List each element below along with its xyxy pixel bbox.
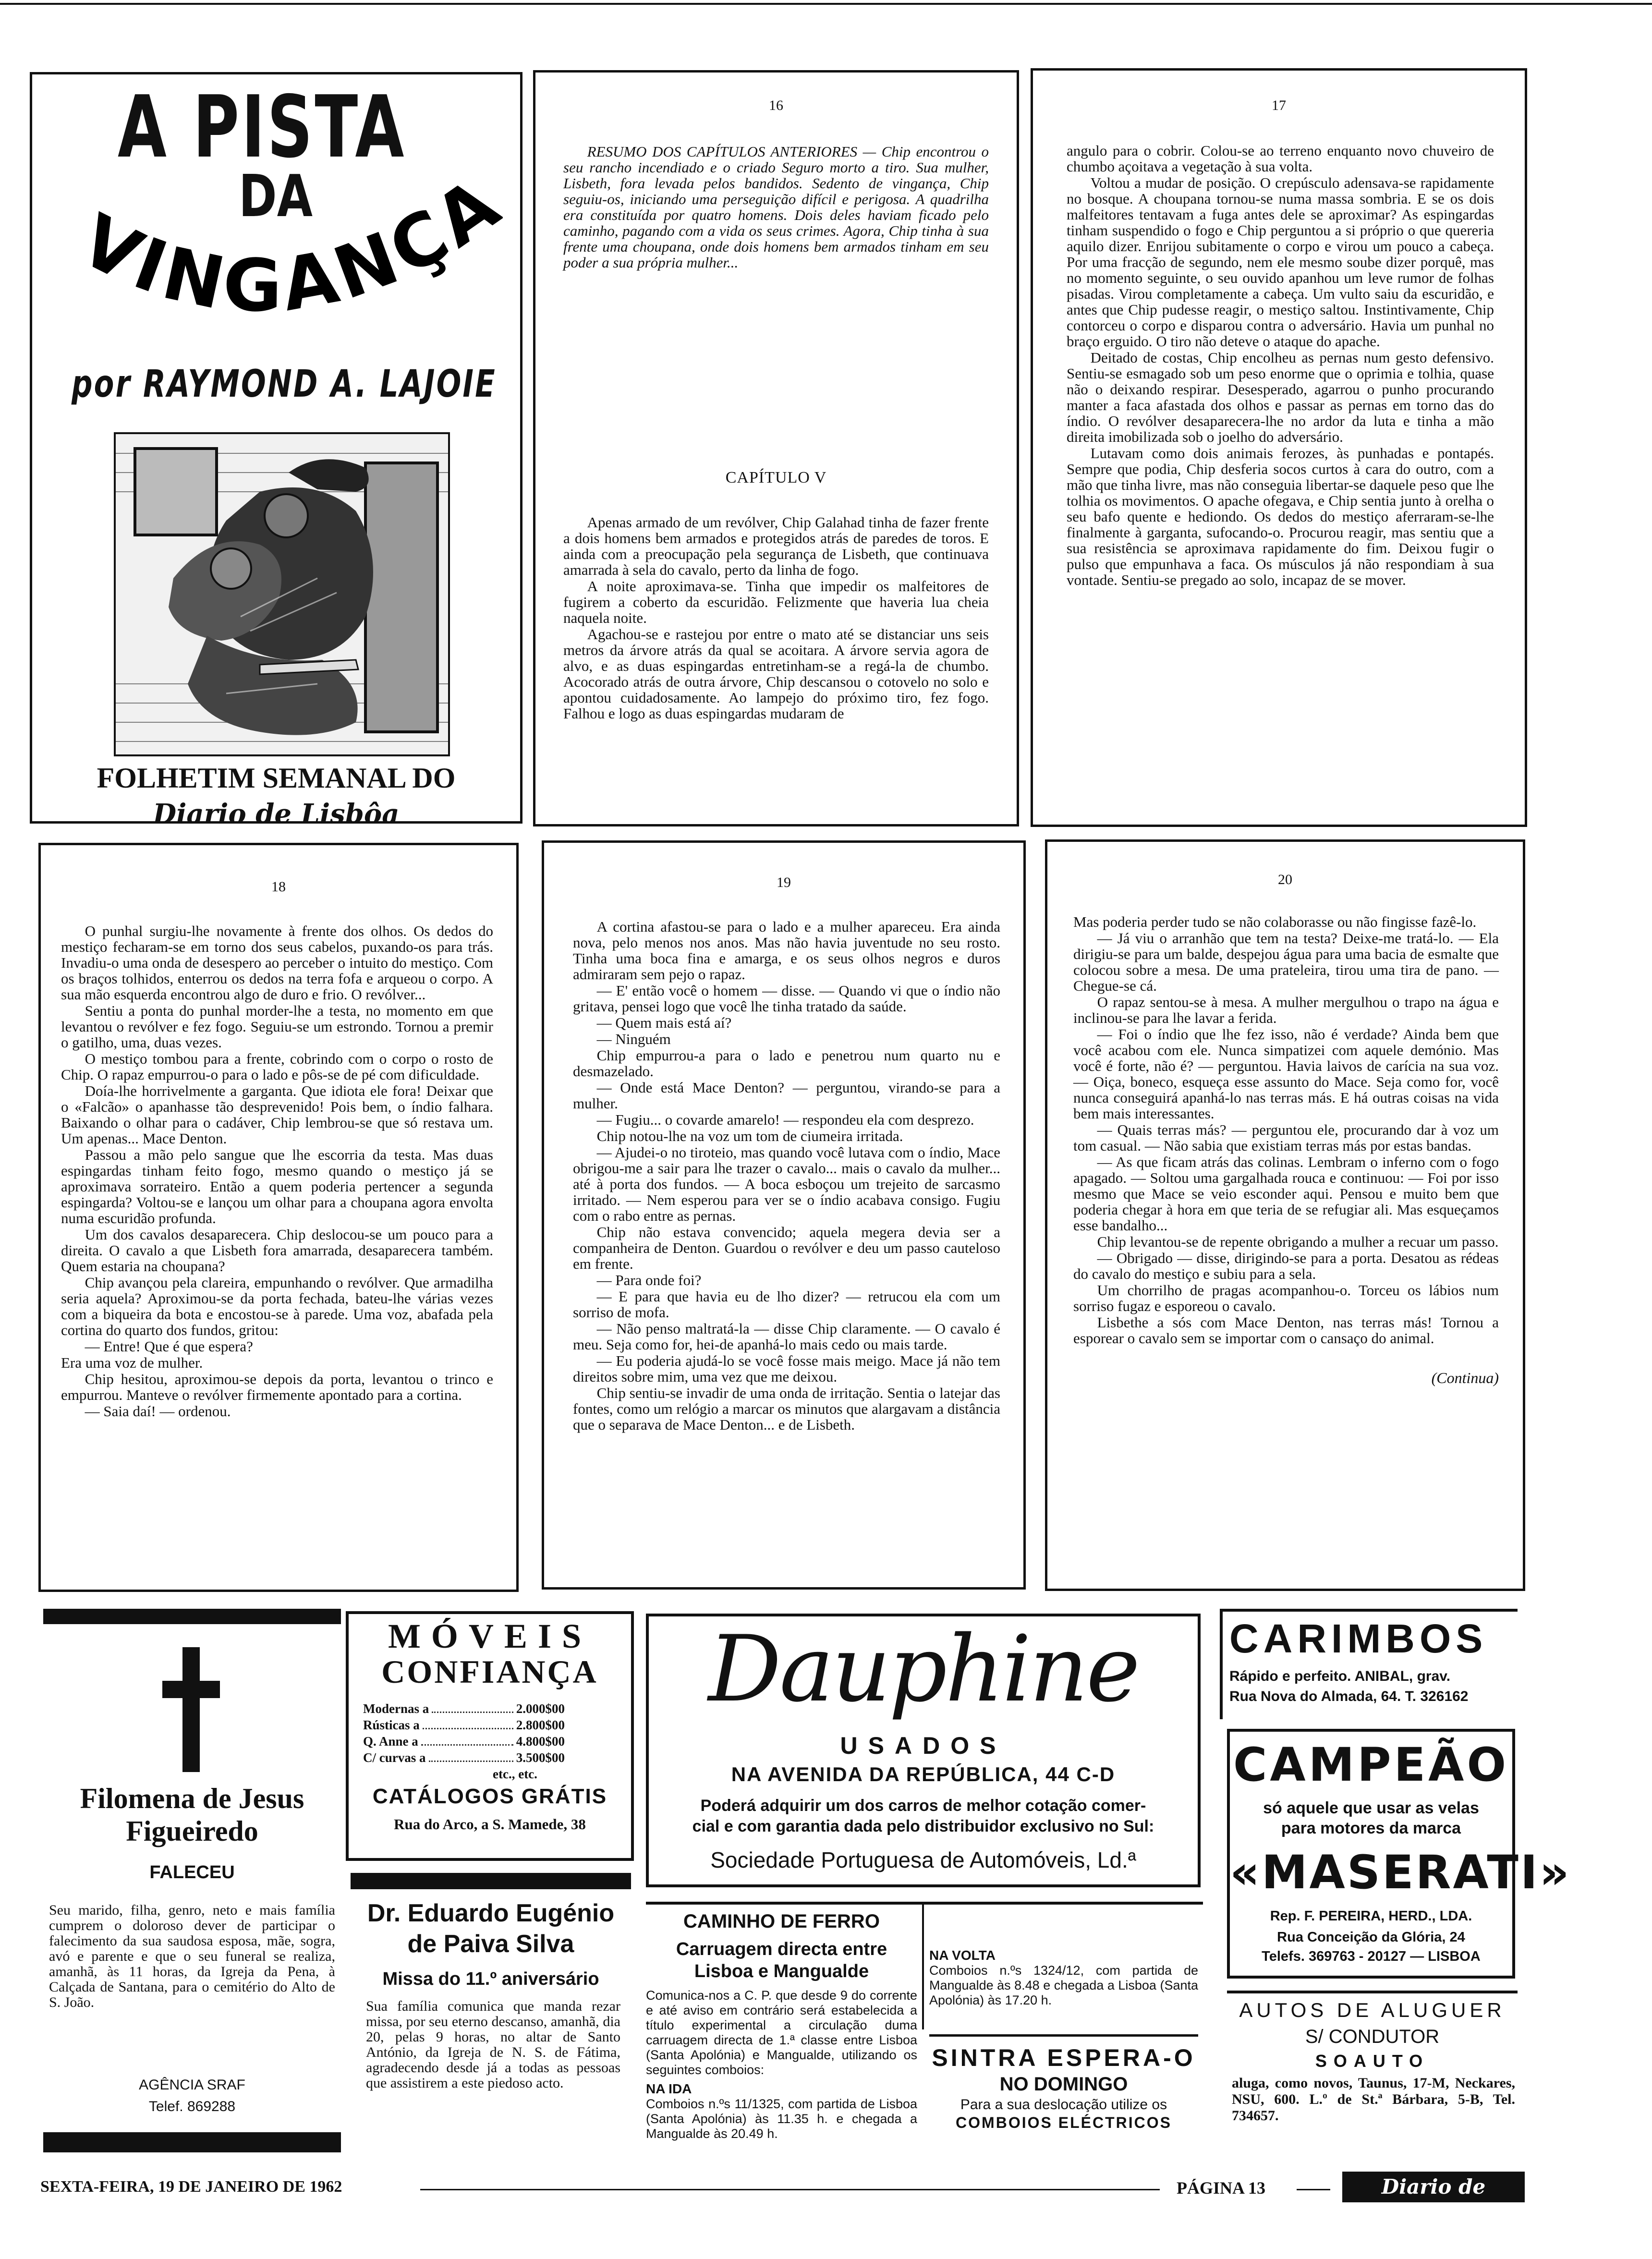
autos-title: AUTOS DE ALUGUER bbox=[1239, 1999, 1506, 2021]
paragraph: Chip sentiu-se invadir de uma onda de irritação. Sentia o latejar das fontes, como um relógio a marcar os minutos que alargavam a distância que o separava de Mace Denton... e de Lisbeth. bbox=[573, 1385, 1000, 1433]
paragraph: Deitado de costas, Chip encolheu as pernas num gesto defensivo. Sentiu-se esmagado sob um peso enorme que o oprimia e tolhia, quase não o deixando respirar. Desesperado, agarrou o punho procurando manter a faca afastada dos olhos e passar as pernas em torno das do índio. O revólver desaparecera-lhe no ardor da luta e tinha a mão direita imobilizada sob o joelho do adversário. bbox=[1067, 349, 1494, 445]
paragraph: — Quais terras más? — perguntou ele, procurando dar à voz um tom casual. — Não sabia que existiam terras más por estas bandas. bbox=[1073, 1121, 1499, 1154]
paragraph: Chip avançou pela clareira, empunhando o revólver. Que armadilha seria aquela? Aproximou-se da porta fechada, bateu-lhe várias vezes com a biqueira da bota e encostou-se à parede. Uma voz, abafada pela cortina do quarto dos fundos, gritou: bbox=[61, 1274, 493, 1338]
page-19-panel bbox=[542, 840, 1026, 1590]
campeao-address: Rua Conceição da Glória, 24 bbox=[1277, 1930, 1465, 1945]
obituary-bottom-bar bbox=[43, 2132, 341, 2152]
sintra-ad bbox=[929, 2034, 1198, 2132]
autos-text: aluga, como novos, Taunus, 17-M, Neckares, NSU, 600. L.º de St.ª Bárbara, 5-B, Tel. 734657. bbox=[1232, 2075, 1515, 2124]
paragraph: — Entre! Que é que espera? bbox=[85, 1338, 253, 1355]
paragraph: Mas poderia perder tudo se não colaborasse ou não fingisse fazê-lo. bbox=[1073, 913, 1477, 930]
paragraph: Era uma voz de mulher. bbox=[61, 1354, 203, 1371]
paragraph: Um chorrilho de pragas acompanhou-o. Torceu os lábios num sorriso fugaz e esporeou o cavalo. bbox=[1073, 1282, 1499, 1314]
moveis-etc: etc., etc. bbox=[493, 1767, 537, 1781]
price-row: Rústicas a 2.800$00 bbox=[363, 1718, 565, 1732]
serial-illustration bbox=[114, 432, 450, 756]
paragraph: A noite aproximava-se. Tinha que impedir os malfeitores de fugirem a coberto da escuridão. Felizmente que haveria lua cheia naquela noite. bbox=[563, 578, 989, 626]
mass-name-2: de Paiva Silva bbox=[407, 1930, 574, 1958]
moveis-address: Rua do Arco, a S. Mamede, 38 bbox=[394, 1816, 586, 1833]
autos-brand: SOAUTO bbox=[1315, 2051, 1430, 2071]
paragraph: — Obrigado — disse, dirigindo-se para a porta. Desatou as rédeas do cavalo do mestiço e subiu para a sela. bbox=[1073, 1250, 1499, 1282]
carimbos-ad bbox=[1220, 1609, 1518, 1719]
railway-ida-text: Comboios n.ºs 11/1325, com partida de Lisboa (Santa Apolónia) às 11.35 h. e chegada a Mangualde às 20.49 h. bbox=[646, 2097, 917, 2141]
top-rule bbox=[0, 3, 1652, 5]
page-17-panel bbox=[1031, 68, 1527, 827]
paragraph: — Não penso maltratá-la — disse Chip claramente. — O cavalo é meu. Seja como for, hei-de apanhá-lo mais cedo ou mais tarde. bbox=[573, 1320, 1000, 1353]
railway-ida-label: NA IDA bbox=[646, 2081, 692, 2096]
campeao-ad bbox=[1227, 1729, 1571, 1979]
paragraph: — Já viu o arranhão que tem na testa? Deixe-me tratá-lo. — Ela dirigiu-se para um balde, despejou água para uma bacia de esmalte que colocou sobre a mesa. De uma prateleira, tirou uma tira de pano. — Chegue-se cá. bbox=[1073, 930, 1499, 994]
title-line-1: A PISTA bbox=[118, 77, 406, 177]
moveis-title-1: MÓVEIS bbox=[388, 1617, 592, 1655]
railway-volta-text: Comboios n.ºs 1324/12, com partida de Mangualde às 8.48 e chegada a Lisboa (Santa Apolónia) às 17.20 h. bbox=[929, 1963, 1198, 2007]
page-20-panel bbox=[1045, 839, 1525, 1591]
dauphine-usados: USADOS bbox=[840, 1732, 1007, 1759]
page-16-summary bbox=[563, 144, 989, 271]
moveis-title-2: CONFIANÇA bbox=[381, 1653, 598, 1690]
page-16-text bbox=[563, 514, 989, 822]
deceased-name-2: Figueiredo bbox=[126, 1815, 258, 1847]
footer-page: PÁGINA 13 bbox=[1177, 2178, 1266, 2198]
railway-title-1: Carruagem directa entre bbox=[676, 1939, 887, 1959]
railway-volta-label: NA VOLTA bbox=[929, 1948, 996, 1963]
moveis-ad bbox=[346, 1611, 634, 1861]
obituary-ad bbox=[43, 1609, 341, 2166]
price-row: C/ curvas a 3.500$00 bbox=[363, 1750, 565, 1765]
paragraph: Chip empurrou-a para o lado e penetrou num quarto nu e desmazelado. bbox=[573, 1047, 1000, 1080]
deceased-status: FALECEU bbox=[149, 1862, 235, 1882]
page-19-text bbox=[573, 919, 1000, 1584]
paragraph: — Eu poderia ajudá-lo se você fosse mais meigo. Mace já não tem direitos sobre mim, uma vez que me deixou. bbox=[573, 1352, 1000, 1385]
cross-icon bbox=[162, 1647, 220, 1772]
footer-rule-left bbox=[420, 2189, 1160, 2190]
paragraph: Agachou-se e rastejou por entre o mato até se distanciar uns seis metros da árvore atrás da qual se acoitara. A árvore servia agora de alvo, e as duas espingardas entretinham-se a regá-la de chumbo. Acocorado atrás de outra árvore, Chip descansou o cotovelo no solo e apontou cuidadosamente. Ao lampejo do próximo tiro, fez fogo. Falhou e logo as duas espingardas mudaram de bbox=[563, 626, 989, 722]
agency-phone: Telef. 869288 bbox=[148, 2099, 236, 2114]
railway-right-col bbox=[929, 1909, 1198, 2008]
footer-date: SEXTA-FEIRA, 19 DE JANEIRO DE 1962 bbox=[40, 2178, 342, 2196]
summary-text: RESUMO DOS CAPÍTULOS ANTERIORES — Chip encontrou o seu rancho incendiado e o criado Seguro morto a tiro. Sua mulher, Lisbeth, fora levada pelos bandidos. Sedento de vingança, Chip seguiu-os, iniciando uma perseguição difícil e perigosa. A quadrilha era constituída por quatro homens. Dois deles haviam ficado pelo caminho, pagando com a vida os seus crimes. Agora, Chip tinha à sua frente uma choupana, onde dois homens bem armados tinham em seu poder a sua própria mulher... bbox=[563, 143, 989, 271]
paragraph: — Para onde foi? bbox=[596, 1272, 702, 1288]
railway-left-col bbox=[646, 1909, 917, 2141]
moveis-catalog: CATÁLOGOS GRÁTIS bbox=[372, 1785, 607, 1808]
serial-title-panel bbox=[30, 72, 522, 830]
campeao-rep: Rep. F. PEREIRA, HERD., LDA. bbox=[1270, 1908, 1472, 1924]
paragraph: — E' então você o homem — disse. — Quando vi que o índio não gritava, pensei logo que você lhe tinha tratado da saúde. bbox=[573, 982, 1000, 1015]
paragraph: Um dos cavalos desaparecera. Chip deslocou-se um pouco para a direita. O cavalo a que Lisbeth fora amarrada, desaparecera também. Quem estaria na choupana? bbox=[61, 1226, 493, 1275]
campeao-phones: Telefs. 369763 - 20127 — LISBOA bbox=[1262, 1949, 1481, 1964]
carimbos-line-2: Rua Nova do Almada, 64. T. 326162 bbox=[1229, 1688, 1469, 1704]
paragraph: Lutavam como dois animais ferozes, às punhadas e pontapés. Sempre que podia, Chip desferia socos curtos à cara do outro, com a mão que tinha livre, mas não conseguia libertar-se daquele peso que lhe tolhia os movimentos. O apache ofegava, e Chip sentia junto à orelha o seu bafo quente e hediondo. Os dedos do mestiço aferraram-se-lhe finalmente à garganta, sufocando-o. Procurou reagir, mas sentiu que a sua resistência se aproximava rapidamente do fim. Deixou fugir o pulso que empunhava a faca. Os músculos já não respondiam à sua vontade. Sentiu-se pregado ao solo, incapaz de se mover. bbox=[1067, 445, 1494, 588]
footer-rule-right bbox=[1297, 2189, 1330, 2190]
paragraph: Chip notou-lhe na voz um tom de ciumeira irritada. bbox=[596, 1128, 903, 1144]
paragraph: Apenas armado de um revólver, Chip Galahad tinha de fazer frente a dois homens bem armados e protegidos atrás de paredes de toros. E ainda com a preocupação pela segurança de Lisbeth, que continuava amarrada à sela do cavalo, perto da linha de fogo. bbox=[563, 514, 989, 578]
serial-footer-line-1: FOLHETIM SEMANAL DO bbox=[97, 762, 456, 794]
sintra-line-2: NO DOMINGO bbox=[999, 2074, 1128, 2095]
paragraph: — Fugiu... o covarde amarelo! — respondeu ela com desprezo. bbox=[596, 1111, 974, 1128]
footer-logo: Diario de Lisbôa bbox=[1342, 2172, 1525, 2202]
paragraph: O mestiço tombou para a frente, cobrindo com o corpo o rosto de Chip. O rapaz empurrou-o para o lado e pôs-se de pé com dificuldade. bbox=[61, 1050, 493, 1083]
railway-ad bbox=[646, 1902, 1203, 2161]
paragraph: O rapaz sentou-se à mesa. A mulher mergulhou o trapo na água e inclinou-se para lhe lavar a ferida. bbox=[1073, 994, 1499, 1026]
paragraph: — Quem mais está aí? bbox=[596, 1014, 732, 1031]
carimbos-line-1: Rápido e perfeito. ANIBAL, grav. bbox=[1229, 1668, 1451, 1684]
moveis-prices bbox=[363, 1700, 565, 1766]
agency-name: AGÊNCIA SRAF bbox=[139, 2077, 245, 2093]
page-16-number: 16 bbox=[769, 97, 783, 113]
mass-ad bbox=[347, 1873, 635, 2132]
paragraph: — E para que havia eu de lho dizer? — retrucou ela com um sorriso de mofa. bbox=[573, 1288, 1000, 1321]
railway-title-2: Lisboa e Mangualde bbox=[694, 1961, 869, 1981]
continued-label: (Continua) bbox=[1431, 1369, 1499, 1386]
paragraph: Voltou a mudar de posição. O crepúsculo adensava-se rapidamente no bosque. A choupana tornou-se numa massa sombria. E se os dois malfeitores tentavam a fuga antes dele se aproximar? As espingardas tinham suspendido o fogo e Chip perguntou a si próprio o que quereria aquilo dizer. Enrijou subitamente o corpo e virou um pouco a cabeça. Por uma fracção de segundo, nem ele mesmo soube dizer porquê, mas no momento seguinte, o seu ouvido apanhou um leve rumor de folhas pisadas. Virou completamente a cabeça. Um vulto saiu da escuridão, e antes que Chip pudesse reagir, o mestiço saltou. Instintivamente, Chip contorceu o corpo e disparou contra o adversário. Havia um punhal no braço erguido. O tiro não deteve o ataque do apache. bbox=[1067, 174, 1494, 350]
campeao-brand: «MASERATI» bbox=[1230, 1846, 1571, 1899]
paragraph: Chip hesitou, aproximou-se depois da porta, levantou o trinco e empurrou. Manteve o revólver firmemente apontado para a cortina. bbox=[61, 1371, 493, 1403]
paragraph: Passou a mão pelo sangue que lhe escorria da testa. Mas duas espingardas tinham feito fogo, mesmo quando o mestiço já se aproximava sorrateiro. Então a quem poderia pertencer a segunda espingarda? Voltou-se e lançou um olhar para a choupana agora envolta numa escuridão profunda. bbox=[61, 1146, 493, 1227]
paragraph: Chip não estava convencido; aquela megera devia ser a companheira de Denton. Guardou o revólver e deu um passo cauteloso em frente. bbox=[573, 1224, 1000, 1272]
chapter-heading: CAPÍTULO V bbox=[725, 469, 827, 486]
railway-header: CAMINHO DE FERRO bbox=[683, 1911, 880, 1932]
title-line-3-arc bbox=[56, 175, 503, 358]
paragraph: — Ajudei-o no tiroteio, mas quando você lutava com o índio, Mace obrigou-me a sair para lhe trazer o cavalo... mais o cavalo da mulher... até à porta dos fundos. — A boca esboçou um trejeito de sarcasmo irritado. — Nem esperou para ver se o índio acabava consigo. Fugiu com o rabo entre as pernas. bbox=[573, 1144, 1000, 1224]
paragraph: A cortina afastou-se para o lado e a mulher apareceu. Era ainda nova, pelo menos nos anos. Mas não havia juventude no seu rosto. Tinha uma boca fina e amarga, e os seus olhos negros e duros admiraram sem pejo o rapaz. bbox=[573, 918, 1000, 983]
railway-divider bbox=[922, 1905, 924, 2029]
mass-text: Sua família comunica que manda rezar missa, por seu eterno descanso, amanhã, dia 20, pelas 9 horas, no altar de Santo António, da Igreja de N. S. de Fátima, agradecendo desde já a todas as pessoas que assistirem a este piedoso acto. bbox=[366, 1998, 620, 2091]
paragraph: — Ninguém bbox=[596, 1031, 671, 1047]
paragraph: — As que ficam atrás das colinas. Lembram o inferno com o fogo apagado. — Soltou uma gargalhada rouca e continuou: — Foi por isso mesmo que Mace se veio esconder aqui. Pensou e muito bem que poderia chegar à hora em que teria de se refugiar ali. Mas esqueçamos esse bandalho... bbox=[1073, 1154, 1499, 1234]
page-18-panel bbox=[38, 843, 519, 1592]
campeao-title: CAMPEÃO bbox=[1233, 1738, 1509, 1792]
paragraph: Sentiu a ponta do punhal morder-lhe a testa, no momento em que levantou o revólver e fez fogo. Seguiu-se um estrondo. Tornou a premir o gatilho, uma, duas vezes. bbox=[61, 1002, 493, 1051]
vinganca-arc bbox=[56, 175, 503, 358]
dauphine-location: NA AVENIDA DA REPÚBLICA, 44 C-D bbox=[731, 1763, 1116, 1785]
mass-subtitle: Missa do 11.º aniversário bbox=[382, 1969, 599, 1989]
sintra-line-4: COMBOIOS ELÉCTRICOS bbox=[956, 2114, 1172, 2131]
paragraph: Lisbethe a sós com Mace Denton, nas terras más! Tornou a esporear o cavalo sem se importar com o cansaço do animal. bbox=[1073, 1314, 1499, 1347]
sintra-line-1: SINTRA ESPERA-O bbox=[932, 2044, 1196, 2071]
dauphine-company: Sociedade Portuguesa de Automóveis, Ld.ª bbox=[710, 1847, 1136, 1872]
obituary-top-bar bbox=[43, 1609, 341, 1624]
paragraph: Chip levantou-se de repente obrigando a mulher a recuar um passo. bbox=[1097, 1233, 1499, 1250]
fight-illustration bbox=[116, 434, 448, 754]
railway-intro: Comunica-nos a C. P. que desde 9 do corrente e até aviso em contrário será estabelecida a título experimental a circulação duma carruagem directa de 1.ª classe entre Lisboa (Santa Apolónia) e Mangualde, utilizando os seguintes comboios: bbox=[646, 1988, 917, 2077]
title-line-2: DA bbox=[239, 163, 313, 230]
campeao-line-1: só aquele que usar as velas bbox=[1263, 1799, 1479, 1817]
dauphine-ad bbox=[646, 1614, 1201, 1887]
price-row: Modernas a 2.000$00 bbox=[363, 1701, 565, 1716]
deceased-name-1: Filomena de Jesus bbox=[80, 1783, 304, 1814]
author-line: por RAYMOND A. LAJOIE bbox=[72, 363, 497, 406]
paragraph: Doía-lhe horrivelmente a garganta. Que idiota ele fora! Deixar que o «Falcão» o apanhasse tão desprevenido! Pois bem, o índio falhara. Baixando o olhar para o cadáver, Chip lembrou-se que só restava um. Um apenas... Mace Denton. bbox=[61, 1082, 493, 1147]
campeao-line-2: para motores da marca bbox=[1281, 1819, 1461, 1837]
sintra-line-3: Para a sua deslocação utilize os bbox=[960, 2097, 1167, 2113]
carimbos-title: CARIMBOS bbox=[1229, 1616, 1488, 1661]
paragraph: — Onde está Mace Denton? — perguntou, virando-se para a mulher. bbox=[573, 1079, 1000, 1112]
autos-subtitle: S/ CONDUTOR bbox=[1305, 2026, 1440, 2047]
page-16-chapter bbox=[535, 469, 1017, 487]
dauphine-line-1: Poderá adquirir um dos carros de melhor cotação comer- bbox=[700, 1797, 1146, 1815]
page-17-number: 17 bbox=[1272, 97, 1286, 113]
page-17-text bbox=[1067, 143, 1494, 815]
page-16-panel bbox=[533, 70, 1019, 826]
paragraph: angulo para o cobrir. Colou-se ao terreno enquanto novo chuveiro de chumbo açoitava a vegetação à sua volta. bbox=[1067, 142, 1494, 175]
mass-name-1: Dr. Eduardo Eugénio bbox=[367, 1899, 615, 1927]
dauphine-line-2: cial e com garantia dada pelo distribuidor exclusivo no Sul: bbox=[692, 1817, 1154, 1835]
page-19-number: 19 bbox=[777, 874, 791, 890]
paragraph: — Saia daí! — ordenou. bbox=[85, 1403, 231, 1420]
paragraph: O punhal surgiu-lhe novamente à frente dos olhos. Os dedos do mestiço fecharam-se em torno dos seus cabelos, puxando-os para trás. Invadiu-o uma onda de desespero ao perceber o intuito do mestiço. Com os braços tolhidos, enterrou os dedos na terra fofa e arqueou o corpo. A sua mão esquerda encontrou algo de duro e frio. O revólver... bbox=[61, 923, 493, 1003]
page-18-text bbox=[61, 923, 493, 1586]
autos-ad bbox=[1227, 1991, 1518, 2156]
dauphine-logo: Dauphine bbox=[708, 1616, 1139, 1722]
serial-footer-line-2: Diario de Lisbôa bbox=[153, 798, 400, 830]
page-18-number: 18 bbox=[271, 879, 286, 895]
page-20-number: 20 bbox=[1278, 872, 1292, 887]
paragraph: — Foi o índio que lhe fez isso, não é verdade? Ainda bem que você acabou com ele. Nunca simpatizei com aquele demónio. Mas você é forte, não é? — perguntou. Havia laivos de carícia na sua voz. — Oiça, boneco, esqueça esse assunto do Mace. Seja como for, você nunca conseguirá apanhá-lo nas terras más. E há outras coisas na vida bem mais interessantes. bbox=[1073, 1026, 1499, 1122]
mass-top-bar bbox=[351, 1873, 631, 1889]
page-20-text bbox=[1073, 914, 1499, 1586]
title-line-3: VINGANÇ bbox=[67, 191, 467, 328]
price-row: Q. Anne a 4.800$00 bbox=[363, 1734, 565, 1749]
obituary-text: Seu marido, filha, genro, neto e mais família cumprem o doloroso dever de participar o falecimento da sua saudosa esposa, mãe, sogra, avó e parente e que o seu funeral se realiza, amanhã, às 11 horas, da Igreja da Pena, à Calçada de Santana, para o cemitério do Alto de S. João. bbox=[49, 1902, 335, 2010]
